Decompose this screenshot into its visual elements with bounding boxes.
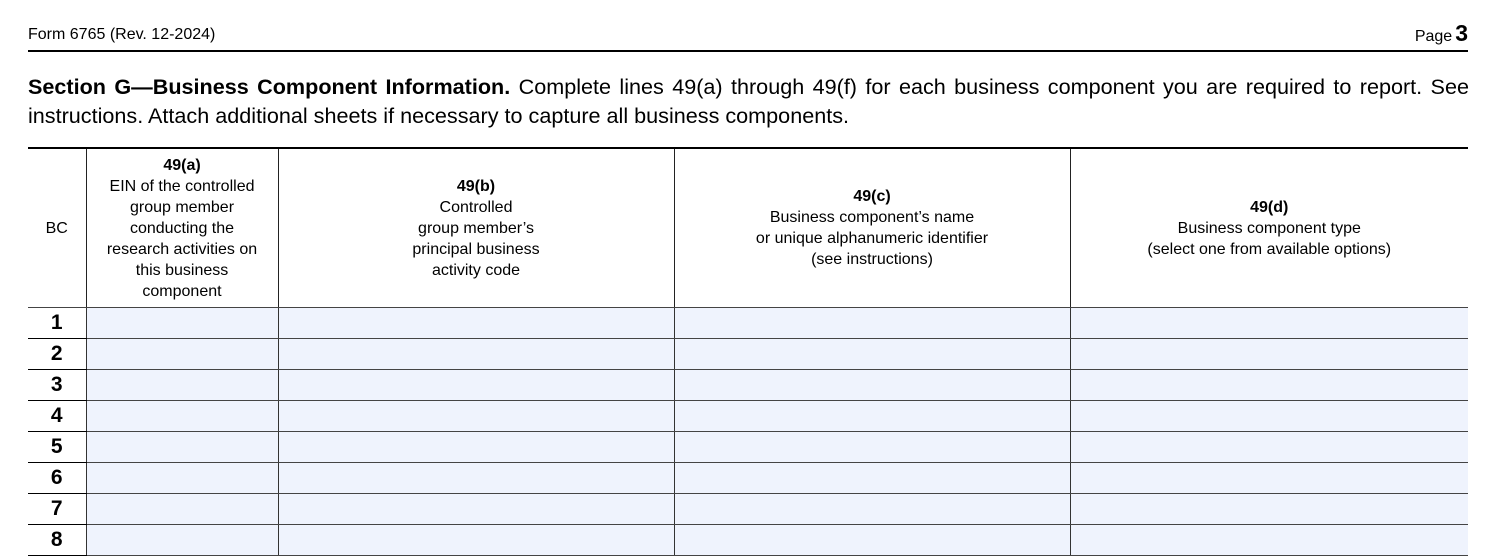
cell-49d [1070, 432, 1468, 463]
cell-49a [86, 525, 278, 556]
cell-49d [1070, 339, 1468, 370]
field-49c-row-4[interactable] [675, 401, 1070, 431]
field-49c-row-8[interactable] [675, 525, 1070, 555]
header-line: (see instructions) [811, 251, 933, 268]
bc-number: 8 [28, 525, 86, 556]
cell-49c [674, 308, 1070, 339]
field-49c-row-5[interactable] [675, 432, 1070, 462]
header-line: conducting the [129, 219, 235, 237]
field-49c-row-3[interactable] [675, 370, 1070, 400]
business-component-table [28, 147, 1468, 556]
header-line: Business component’s name [769, 209, 975, 226]
form-header-bar [28, 20, 1468, 52]
cell-49c [674, 463, 1070, 494]
header-line: (select one from available options) [1147, 240, 1392, 258]
cell-49c [674, 494, 1070, 525]
header-line: Controlled [439, 198, 513, 216]
bc-number: 6 [28, 463, 86, 494]
cell-49a [86, 432, 278, 463]
page-indicator [1415, 20, 1468, 47]
bc-number: 2 [28, 339, 86, 370]
field-49b-row-2[interactable] [279, 339, 674, 369]
field-49b-row-7[interactable] [279, 494, 674, 524]
cell-49a [86, 308, 278, 339]
cell-49b [278, 432, 674, 463]
field-49d-row-3[interactable] [1071, 370, 1469, 400]
field-49c-row-2[interactable] [675, 339, 1070, 369]
header-line: this business [135, 261, 229, 279]
column-number: 49(a) [163, 156, 201, 174]
field-49d-row-6[interactable] [1071, 463, 1469, 493]
header-line: Business component type [1177, 219, 1361, 237]
header-line: research activities on [106, 240, 258, 258]
field-49d-row-4[interactable] [1071, 401, 1469, 431]
cell-49b [278, 401, 674, 432]
cell-49d [1070, 370, 1468, 401]
field-49a-row-8[interactable] [87, 525, 278, 555]
cell-49b [278, 525, 674, 556]
bc-number: 7 [28, 494, 86, 525]
column-header-49c [674, 148, 1070, 308]
field-49d-row-8[interactable] [1071, 525, 1469, 555]
field-49b-row-3[interactable] [279, 370, 674, 400]
field-49d-row-7[interactable] [1071, 494, 1469, 524]
cell-49d [1070, 494, 1468, 525]
section-instructions: Complete lines 49(a) through 49(f) for each business component you are required to report. See instructions. Attach additional sheets if necessary to capture all business components. [28, 74, 1469, 128]
field-49a-row-7[interactable] [87, 494, 278, 524]
cell-49c [674, 525, 1070, 556]
column-number: 49(c) [853, 188, 891, 205]
table-row [28, 494, 1468, 525]
cell-49c [674, 370, 1070, 401]
table-row [28, 463, 1468, 494]
bc-number: 5 [28, 432, 86, 463]
cell-49c [674, 339, 1070, 370]
field-49a-row-6[interactable] [87, 463, 278, 493]
cell-49d [1070, 525, 1468, 556]
field-49a-row-3[interactable] [87, 370, 278, 400]
cell-49d [1070, 463, 1468, 494]
header-line: principal business [412, 240, 540, 258]
cell-49c [674, 401, 1070, 432]
table-row [28, 401, 1468, 432]
table-row [28, 370, 1468, 401]
page-number: 3 [1455, 20, 1468, 46]
field-49d-row-5[interactable] [1071, 432, 1469, 462]
cell-49a [86, 370, 278, 401]
form-id: Form 6765 (Rev. 12-2024) [28, 26, 216, 43]
field-49a-row-4[interactable] [87, 401, 278, 431]
column-number: 49(b) [456, 177, 496, 195]
cell-49d [1070, 401, 1468, 432]
bc-number: 4 [28, 401, 86, 432]
field-49c-row-7[interactable] [675, 494, 1070, 524]
header-line: group member [129, 198, 235, 216]
field-49c-row-6[interactable] [675, 463, 1070, 493]
field-49a-row-2[interactable] [87, 339, 278, 369]
cell-49b [278, 370, 674, 401]
header-line: activity code [431, 261, 521, 279]
field-49b-row-6[interactable] [279, 463, 674, 493]
cell-49b [278, 308, 674, 339]
table-row [28, 432, 1468, 463]
field-49a-row-5[interactable] [87, 432, 278, 462]
field-49b-row-8[interactable] [279, 525, 674, 555]
cell-49b [278, 463, 674, 494]
header-line: or unique alphanumeric identifier [755, 230, 989, 247]
cell-49a [86, 463, 278, 494]
section-g-intro [28, 72, 1469, 130]
header-line: EIN of the controlled [109, 177, 255, 195]
table-row [28, 308, 1468, 339]
page-label: Page [1414, 28, 1453, 45]
column-header-49d [1070, 148, 1468, 308]
header-line: group member’s [418, 219, 534, 237]
bc-column-header: BC [28, 148, 86, 308]
bc-number: 1 [28, 308, 86, 339]
field-49c-row-1[interactable] [675, 308, 1070, 338]
field-49d-row-2[interactable] [1071, 339, 1469, 369]
field-49d-row-1[interactable] [1071, 308, 1469, 338]
table-row [28, 339, 1468, 370]
cell-49a [86, 401, 278, 432]
cell-49d [1070, 308, 1468, 339]
cell-49a [86, 339, 278, 370]
table-header-row [28, 148, 1468, 308]
column-header-49a [86, 148, 278, 308]
cell-49c [674, 432, 1070, 463]
column-header-49b [278, 148, 674, 308]
cell-49b [278, 494, 674, 525]
column-number: 49(d) [1250, 198, 1289, 216]
field-49b-row-1[interactable] [279, 308, 674, 338]
section-title: Section G—Business Component Information. [28, 74, 511, 99]
table-row [28, 525, 1468, 556]
header-line: component [142, 282, 222, 300]
field-49b-row-4[interactable] [279, 401, 674, 431]
field-49a-row-1[interactable] [87, 308, 278, 338]
bc-number: 3 [28, 370, 86, 401]
cell-49b [278, 339, 674, 370]
field-49b-row-5[interactable] [279, 432, 674, 462]
cell-49a [86, 494, 278, 525]
